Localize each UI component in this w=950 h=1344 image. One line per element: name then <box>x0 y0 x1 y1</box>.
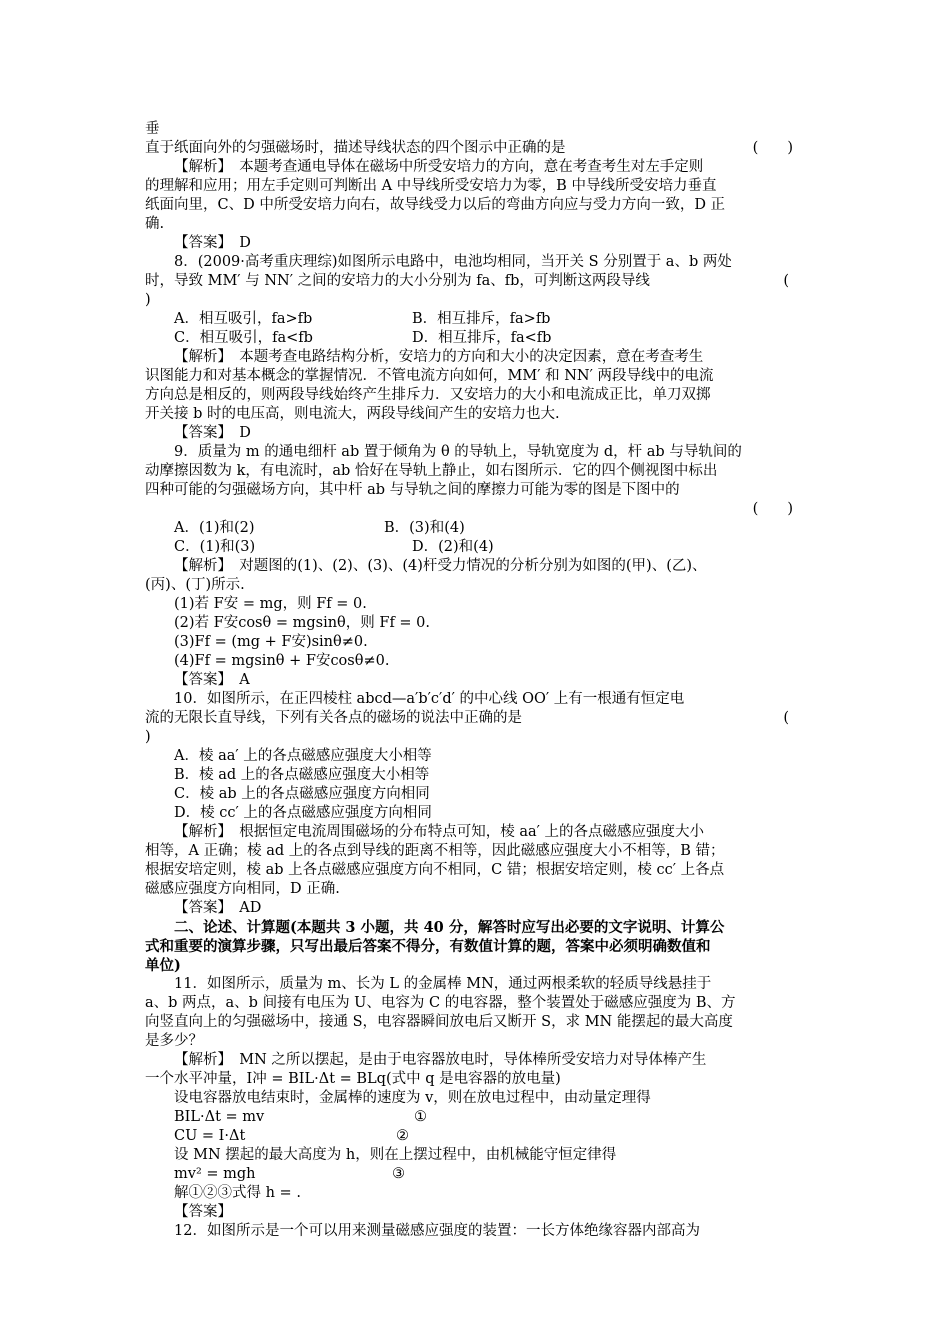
option-a: A．棱 aa′ 上的各点磁感应强度大小相等 <box>174 748 432 764</box>
analysis-line: 设 MN 摆起的最大高度为 h，则在上摆过程中，由机械能守恒定律得 <box>174 1147 617 1163</box>
equation-number: ③ <box>392 1166 405 1182</box>
equation-row <box>145 1165 807 1184</box>
answer-line: 【答案】 AD <box>174 900 262 916</box>
answer-blank-close: ) <box>145 292 151 308</box>
analysis-line: 根据安培定则，棱 ab 上各点磁感应强度方向不相同，C 错；根据安培定则，棱 cc′ 上各点 <box>145 862 725 878</box>
document-page <box>145 120 807 1241</box>
question-8-stem: 8．(2009·高考重庆理综)如图所示电路中，电池均相同，当开关 S 分别置于 a、b 两处 <box>174 254 732 270</box>
question-11-stem: 11．如图所示，质量为 m、长为 L 的金属棒 MN，通过两根柔软的轻质导线悬挂于 <box>174 976 712 992</box>
analysis-line: 识图能力和对基本概念的掌握情况．不管电流方向如何，MM′ 和 NN′ 两段导线中的电流 <box>145 368 714 384</box>
equation-row <box>145 1127 807 1146</box>
analysis-line: 确. <box>145 216 165 232</box>
option-d: D．相互排斥，fa<fb <box>412 330 552 346</box>
option-c: C．棱 ab 上的各点磁感应强度方向相同 <box>174 786 430 802</box>
analysis-line: 【解析】 根据恒定电流周围磁场的分布特点可知，棱 aa′ 上的各点磁感应强度大小 <box>174 824 705 840</box>
analysis-line: (1)若 F安 = mg，则 Ff = 0. <box>174 596 367 612</box>
section-heading: 单位) <box>145 957 181 974</box>
equation: CU = I·Δt <box>174 1128 246 1144</box>
option-b: B．相互排斥，fa>fb <box>412 311 551 327</box>
answer-line: 【答案】 D <box>174 425 251 441</box>
option-c: C．(1)和(3) <box>174 539 256 555</box>
answer-blank: ( <box>783 710 789 726</box>
analysis-line: 解①②③式得 h = . <box>174 1185 301 1201</box>
equation: mv² = mgh <box>174 1166 256 1182</box>
option-b: B．(3)和(4) <box>384 520 465 536</box>
analysis-line: 相等，A 正确；棱 ad 上的各点到导线的距离不相等，因此磁感应强度大小不相等，B 错； <box>145 843 725 859</box>
analysis-line: (丙)、(丁)所示. <box>145 577 245 593</box>
option-b: B．棱 ad 上的各点磁感应强度大小相等 <box>174 767 430 783</box>
answer-blank: ( ) <box>752 140 793 156</box>
answer-line: 【答案】 <box>174 1204 232 1220</box>
options-row <box>145 329 807 348</box>
analysis-line: 设电容器放电结束时，金属棒的速度为 v，则在放电过程中，由动量定理得 <box>174 1090 651 1106</box>
section-heading: 二、论述、计算题(本题共 3 小题，共 40 分，解答时应写出必要的文字说明、计算公 <box>174 919 725 936</box>
equation: BIL·Δt = mv <box>174 1109 265 1125</box>
question-stem-line: 四种可能的匀强磁场方向，其中杆 ab 与导轨之间的摩擦力可能为零的图是下图中的 <box>145 482 680 498</box>
answer-line: 【答案】 D <box>174 235 251 251</box>
options-row <box>145 519 807 538</box>
equation-number: ① <box>414 1109 427 1125</box>
analysis-line: 【解析】 本题考查通电导体在磁场中所受安培力的方向，意在考查考生对左手定则 <box>174 159 704 175</box>
equation-row <box>145 1108 807 1127</box>
question-stem-line: a、b 两点，a、b 间接有电压为 U、电容为 C 的电容器，整个装置处于磁感应强度为 B、方 <box>145 995 736 1011</box>
question-9-stem: 9．质量为 m 的通电细杆 ab 置于倾角为 θ 的导轨上，导轨宽度为 d，杆 ab 与导轨间的 <box>174 444 742 460</box>
option-a: A．(1)和(2) <box>174 520 255 536</box>
analysis-line: (3)Ff = (mg + F安)sinθ≠0. <box>174 634 368 650</box>
answer-line: 【答案】 A <box>174 672 250 688</box>
question-stem-line: 时，导致 MM′ 与 NN′ 之间的安培力的大小分别为 fa、fb，可判断这两段导线 ( <box>145 272 807 291</box>
answer-blank: ( ) <box>752 501 793 517</box>
answer-blank-line <box>145 500 807 519</box>
analysis-line: 开关接 b 时的电压高，则电流大，两段导线间产生的安培力也大. <box>145 406 560 422</box>
analysis-line: 方向总是相反的，则两段导线始终产生排斥力．又安培力的大小和电流成正比，单刀双掷 <box>145 387 711 403</box>
option-d: D．(2)和(4) <box>412 539 494 555</box>
answer-blank-close: ) <box>145 729 151 745</box>
question-stem-line: 向竖直向上的匀强磁场中，接通 S，电容器瞬间放电后又断开 S，求 MN 能摆起的最大高度 <box>145 1014 733 1030</box>
question-stem-line: 直于纸面向外的匀强磁场时，描述导线状态的四个图示中正确的是 ( ) <box>145 139 807 158</box>
analysis-line: 【解析】 本题考查电路结构分析，安培力的方向和大小的决定因素，意在考查考生 <box>174 349 704 365</box>
option-a: A．相互吸引，fa>fb <box>174 311 313 327</box>
option-c: C．相互吸引，fa<fb <box>174 330 313 346</box>
options-row <box>145 310 807 329</box>
question-stem-line: 流的无限长直导线，下列有关各点的磁场的说法中正确的是 ( <box>145 709 807 728</box>
option-d: D．棱 cc′ 上的各点磁感应强度方向相同 <box>174 805 432 821</box>
section-heading: 式和重要的演算步骤，只写出最后答案不得分，有数值计算的题，答案中必须明确数值和 <box>145 938 711 955</box>
question-stem-line: 是多少？ <box>145 1033 203 1049</box>
analysis-line: 磁感应强度方向相同，D 正确. <box>145 881 340 897</box>
analysis-line: 【解析】 对题图的(1)、(2)、(3)、(4)杆受力情况的分析分别为如图的(甲)、(乙)、 <box>174 558 707 574</box>
analysis-line: 一个水平冲量，I冲 = BIL·Δt = BLq(式中 q 是电容器的放电量) <box>145 1071 561 1087</box>
analysis-line: 【解析】 MN 之所以摆起，是由于电容器放电时，导体棒所受安培力对导体棒产生 <box>174 1052 707 1068</box>
analysis-line: 纸面向里，C、D 中所受安培力向右，故导线受力以后的弯曲方向应与受力方向一致，D 正 <box>145 197 726 213</box>
options-row <box>145 538 807 557</box>
answer-blank: ( <box>783 273 789 289</box>
equation-number: ② <box>396 1128 409 1144</box>
question-12-stem: 12．如图所示是一个可以用来测量磁感应强度的装置：一长方体绝缘容器内部高为 <box>174 1223 700 1239</box>
analysis-line: 的理解和应用；用左手定则可判断出 A 中导线所受安培力为零，B 中导线所受安培力垂直 <box>145 178 717 194</box>
analysis-line: (2)若 F安cosθ = mgsinθ，则 Ff = 0. <box>174 615 431 631</box>
analysis-line: (4)Ff = mgsinθ + F安cosθ≠0. <box>174 653 390 669</box>
question-10-stem: 10．如图所示，在正四棱柱 abcd—a′b′c′d′ 的中心线 OO′ 上有一根通有恒定电 <box>174 691 685 707</box>
question-stem-line: 动摩擦因数为 k，有电流时，ab 恰好在导轨上静止，如右图所示．它的四个侧视图中标出 <box>145 463 718 479</box>
text-line: 垂 <box>145 121 160 137</box>
